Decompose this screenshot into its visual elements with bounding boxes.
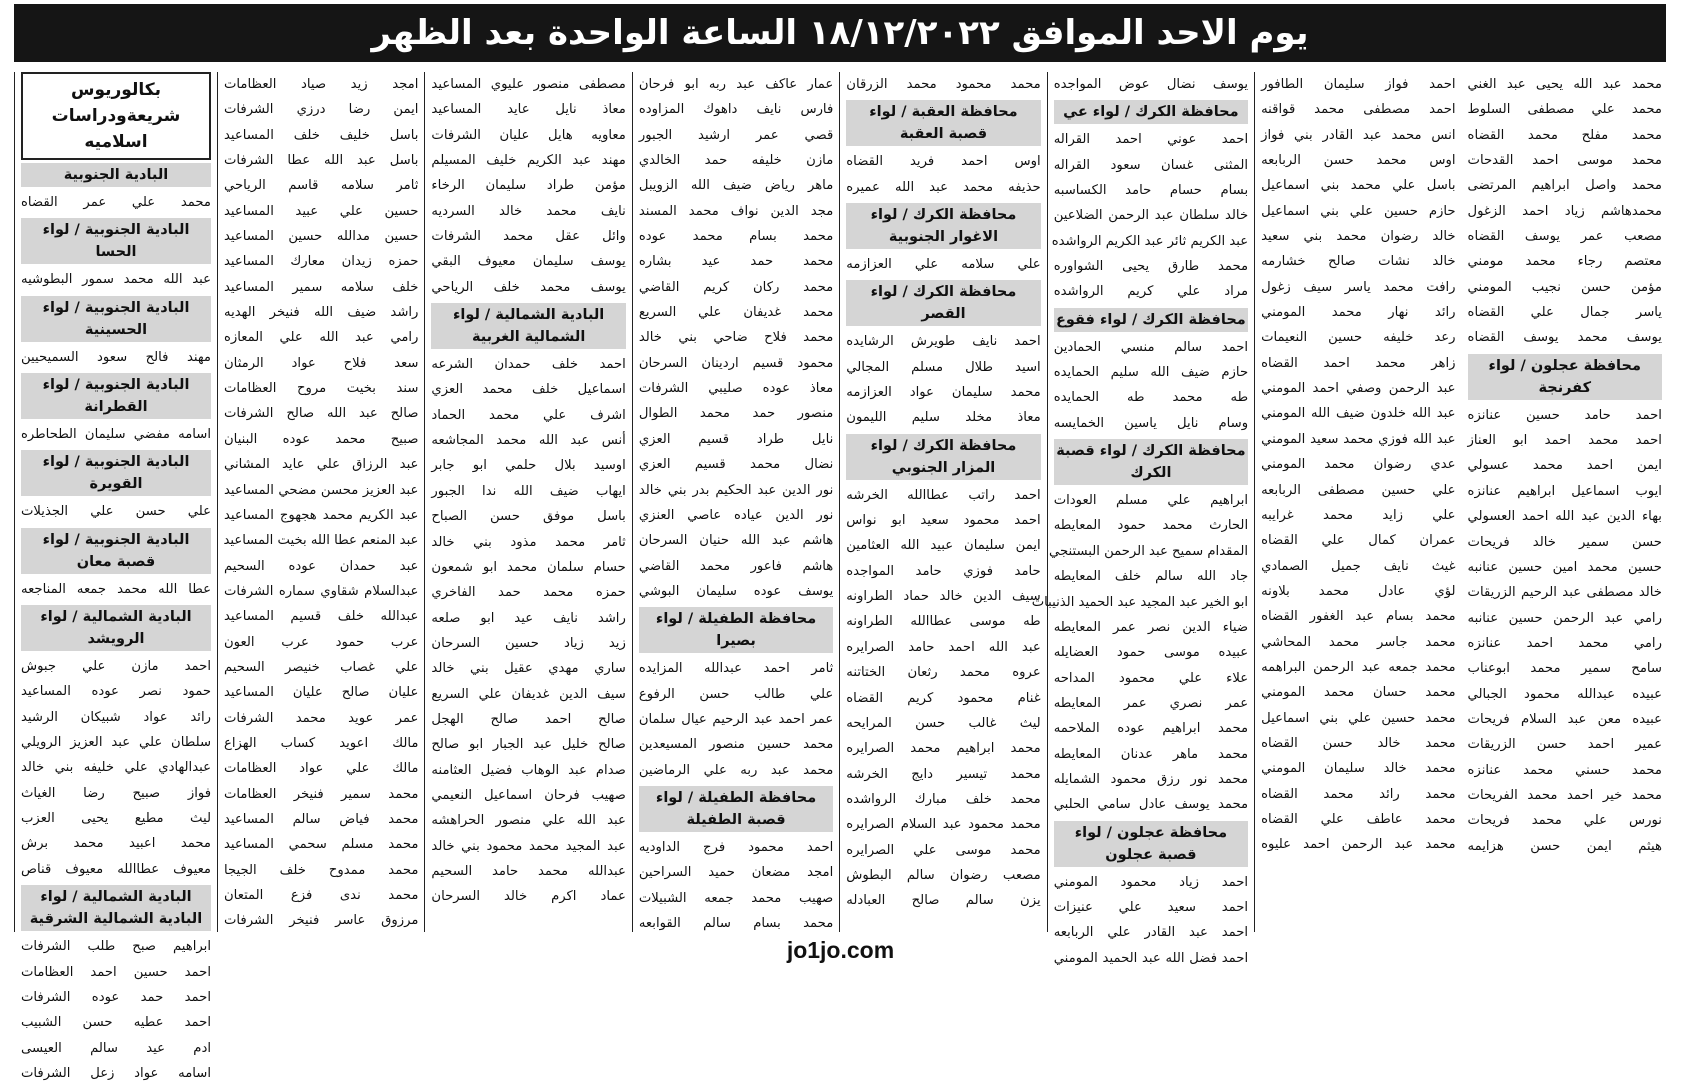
candidate-name: باسل علي محمد بني اسماعيل (1261, 178, 1456, 194)
candidate-name: عبد العزيز محسن مضحي المساعيد (224, 482, 419, 498)
candidate-name: المثنى غسان سعود القراله (1053, 157, 1249, 173)
candidate-name: محمد عبد الله يحيى عبد الغني (1467, 77, 1662, 92)
candidate-name: محمد خالد سليمان المومني (1261, 761, 1456, 777)
candidate-name: ماهر رياض ضيف الله الزويبل (638, 178, 834, 194)
site-name: jo1jo.com (786, 937, 895, 963)
candidate-name: باسل خليف خلف المساعيد (224, 127, 419, 143)
candidate-name: يوسف عوده سليمان البوشي (638, 583, 834, 599)
candidate-name: محمد جمعه عبد الرحمن البراهمه (1261, 659, 1456, 675)
candidate-name: طه موسى عطاالله الطراونه (846, 614, 1041, 630)
candidate-name: حمزه زيدان معارك المساعيد (224, 254, 419, 270)
region-heading: البادية الجنوبية / لواء قصبة معان (21, 528, 211, 574)
candidate-name: عبد الكريم ثائر عبد الكريم الرواشده (1051, 233, 1249, 249)
candidate-name: رائد نهار محمد المومني (1261, 305, 1456, 321)
candidate-name: عمر احمد عبد الرحيم عيال سلمان (638, 711, 834, 727)
candidate-name: أنس عبد الله محمد المجاشعه (431, 433, 626, 449)
candidate-name: محمد حمد عيد بشاره (638, 254, 834, 270)
region-heading: البادية الجنوبية / لواء القويرة (21, 450, 211, 496)
candidate-name: احمد فضل الله عبد الحميد المومني (1053, 950, 1249, 966)
region-heading: محافظة الكرك / لواء الاغوار الجنوبية (846, 203, 1040, 249)
candidate-name: محمد عاطف علي القضاه (1261, 811, 1456, 827)
candidate-name: مصعب عمر يوسف القضاه (1467, 229, 1662, 245)
candidate-name: غيث نايف جميل الصمادي (1261, 558, 1456, 574)
candidate-name: علي طالب حسن الرفوع (638, 686, 834, 702)
candidate-name: معيوف عطاالله معيوف قناص (21, 861, 211, 877)
candidate-name: محمد عبد الرحمن احمد عليوه (1261, 837, 1456, 853)
candidate-name: علي حسين مصطفى الربابعه (1261, 482, 1456, 498)
candidate-name: محمد فياض سالم المساعيد (224, 811, 419, 827)
region-heading: محافظة الكرك / لواء عي (1054, 100, 1248, 124)
candidate-name: محمد يوسف عادل سامي الحلبي (1053, 797, 1249, 813)
candidate-name: محمد عبد ربه علي الرماضين (638, 762, 834, 778)
candidate-name: ثامر احمد عبدالله المزايده (638, 661, 834, 677)
candidate-name: عمر نصري عمر المعايطه (1053, 695, 1249, 711)
candidate-name: حسام سلمان محمد ابو شمعون (431, 559, 626, 575)
candidate-name: عبد الله فوزي محمد سعيد المومني (1261, 431, 1456, 447)
candidate-name: محمد غديفان علي السريع (638, 305, 834, 321)
candidate-name: احمد عبد القادر علي الربابعه (1053, 925, 1249, 941)
candidate-name: مصعب رضوان سالم البطوش (846, 867, 1041, 883)
candidate-name: حسين مدالله حسين المساعيد (224, 229, 419, 245)
candidate-name: اوس محمد حسن الربابعه (1261, 153, 1456, 169)
candidate-name: نايل طراد قسيم العزي (638, 431, 834, 447)
candidate-name: انس محمد عبد القادر بني فواز (1261, 127, 1456, 143)
candidate-name: محمدهاشم زياد احمد الزغول (1467, 203, 1662, 219)
region-heading: محافظة العقبة / لواء قصبة العقبة (846, 100, 1040, 146)
candidate-name: محمد خير احمد محمد الفريحات (1467, 787, 1662, 803)
region-heading: البادية الجنوبية (21, 163, 211, 187)
candidate-name: مالك علي عواد العظامات (224, 761, 419, 777)
candidate-name: محمد مفلح محمد القضاه (1467, 127, 1662, 143)
candidate-name: ايوب اسماعيل ابراهيم عنانزه (1467, 483, 1662, 499)
candidate-name: حازم حسين علي بني اسماعيل (1261, 203, 1456, 219)
candidate-name: عبدالله محمد حامد السحيم (431, 863, 626, 879)
candidate-name: عماد اكرم خالد السرحان (431, 889, 626, 905)
candidate-name: يوسف سليمان معيوف البقي (431, 254, 626, 270)
candidate-name: محمد بسام سالم القوابعه (638, 915, 834, 931)
candidate-name: علاء علي محمود المداحه (1053, 670, 1249, 686)
candidate-name: سامح سمير محمد ابوعناب (1467, 661, 1662, 677)
candidate-name: مرزوق عاسر فنيخر الشرفات (224, 913, 419, 929)
column-2 (217, 72, 424, 932)
column-3 (424, 72, 631, 932)
region-heading: محافظة الطفيلة / لواء بصيرا (639, 607, 833, 653)
candidate-name: صالح عبد الله صالح الشرفات (224, 406, 419, 422)
candidate-name: محمد ركان كريم القاضي (638, 279, 834, 295)
candidate-name: مجد الدين نواف محمد المسند (638, 203, 834, 219)
candidate-name: ابراهيم علي مسلم العودات (1053, 493, 1249, 509)
candidate-name: عبيده موسى حمود العضايله (1053, 645, 1249, 661)
candidate-name: صالح خليل عبد الجبار ابو صالح (431, 737, 626, 753)
candidate-name: محمد موسى احمد القدحات (1467, 153, 1662, 169)
candidate-name: مهند فالح سعود السميحيين (21, 349, 211, 365)
region-heading: البادية الشمالية / لواء البادية الشمالية الشرقية (21, 885, 211, 931)
candidate-name: عرب حمود عرب العون (224, 634, 419, 650)
candidate-name: رائد عواد شبيكان الرشيد (21, 709, 211, 725)
candidate-name: اسامه مفضي سليمان الطحاطره (21, 427, 211, 443)
candidate-name: حامد فوزي حامد المواجده (846, 563, 1041, 579)
page-header (14, 4, 1666, 62)
candidate-name: احمد عطيه حسن الشبيب (21, 1015, 211, 1031)
candidate-name: احمد نايف طويرش الرشايده (846, 334, 1041, 350)
candidate-name: حذيفه محمد عبد الله عميره (846, 179, 1041, 195)
candidate-name: اوس احمد فريد القضاه (846, 154, 1041, 170)
candidate-name: مالك اعويد كساب الهزاع (224, 735, 419, 751)
candidate-name: سعد فلاح عواد الرمثان (224, 355, 419, 371)
candidate-name: رامي عبد الله علي المعازه (224, 330, 419, 346)
candidate-name: محمد بسام عبد الغفور القضاه (1261, 609, 1456, 625)
candidate-name: علي سلامه علي العزازمه (846, 257, 1041, 273)
candidate-name: اسماعيل خلف محمد العزي (431, 382, 626, 398)
column-7 (1254, 72, 1461, 932)
region-heading: محافظة الطفيلة / لواء قصبة الطفيلة (639, 786, 833, 832)
candidate-name: فارس نايف داهوك المزاوده (638, 102, 834, 118)
degree-title: بكالوريوس شريعةودراسات اسلاميه (21, 72, 211, 160)
candidate-name: احمد سعيد علي عنيزات (1053, 899, 1249, 915)
candidate-name: عدي رضوان محمد المومني (1261, 457, 1456, 473)
candidate-name: حازم ضيف الله سليم الحمايده (1053, 365, 1249, 381)
candidate-name: صالح احمد صالح الهجل (431, 711, 626, 727)
candidate-name: غنام محمود كريم القضاه (846, 690, 1041, 706)
candidate-name: وائل عقل محمد الشرفات (431, 229, 626, 245)
candidate-name: معتصم رجاء محمد مومني (1467, 254, 1662, 270)
column-6 (1031, 72, 1254, 966)
candidate-name: ثامر سلامه قاسم الرياحي (224, 178, 419, 194)
candidate-name: معاذ عوده صليبي الشرفات (638, 381, 834, 397)
candidate-name: احمد حسين احمد العظامات (21, 964, 211, 980)
candidate-name: زاهر محمد احمد القضاه (1261, 355, 1456, 371)
candidate-name: اشرف علي محمد الحماد (431, 407, 626, 423)
candidate-name: محمد تيسير دايج الخرشه (846, 766, 1041, 782)
candidate-name: علي غصاب خنيصر السحيم (224, 659, 419, 675)
candidate-name: محمد حسين منصور المسيعدين (638, 737, 834, 753)
candidate-name: باسل موفق حسن الصباح (431, 509, 626, 525)
candidate-name: ليث غالب حسن المرايحه (846, 715, 1041, 731)
region-heading: محافظة الكرك / لواء المزار الجنوبي (846, 434, 1040, 480)
candidate-name: محمد محمود عبد السلام الصرايره (846, 817, 1041, 833)
candidate-name: محمد ندى فزع المتعان (224, 888, 419, 903)
candidate-name: مراد علي كريم الرواشده (1053, 284, 1249, 300)
candidate-name: عبد الله علي منصور الحراهشه (431, 813, 626, 829)
candidate-name: محمد موسى علي الصرايره (846, 842, 1041, 858)
region-heading: محافظة الكرك / لواء القصر (846, 280, 1040, 326)
candidate-name: معاويه هايل عليان الشرفات (431, 127, 626, 143)
candidate-name: مازن خليفه حمد الخالدي (638, 153, 834, 169)
candidate-name: محمد طارق يحيى الشواوره (1053, 259, 1249, 275)
candidate-name: صبيح محمد عوده البنيان (224, 431, 419, 447)
candidate-name: مؤمن حسن نجيب المومني (1467, 279, 1662, 295)
region-heading: البادية الشمالية / لواء الرويشد (21, 605, 211, 651)
candidate-name: عبد الله محمد سمور البطوشيه (21, 272, 211, 288)
candidate-name: ضياء الدين نصر عمر المعايطه (1053, 619, 1249, 635)
candidate-name: ادم عيد سالم العيسى (21, 1040, 211, 1056)
candidate-name: نضال محمد قسيم العزي (638, 457, 834, 473)
region-heading: البادية الجنوبية / لواء الحسينية (21, 296, 211, 342)
candidate-name: معاذ مخلد سليم الليمون (846, 410, 1041, 426)
candidate-name: محمد سمير فنيخر العظامات (224, 786, 419, 802)
candidate-name: مؤمن طراد سليمان الرخاء (431, 178, 626, 194)
candidate-name: رافت محمد ياسر سيف زغول (1261, 279, 1456, 295)
candidate-name: ايمن سليمان عبيد الله العثامين (846, 538, 1041, 554)
candidate-name: يوسف نضال عوض المواجده (1053, 77, 1249, 92)
candidate-name: ايمن رضا درزي الشرفات (224, 102, 419, 118)
candidate-name: عبد الله خلدون ضيف الله المومني (1261, 406, 1456, 422)
candidate-name: لؤي عادل محمد بلاونه (1261, 583, 1456, 599)
candidate-name: راشد نايف عيد ابو صلعه (431, 610, 626, 626)
candidate-name: رعد خليفه حسين النعيمات (1261, 330, 1456, 346)
candidate-name: مصطفى منصور عليوي المساعيد (431, 77, 626, 92)
candidate-name: هيثم ايمن حسن هزايمه (1467, 838, 1662, 854)
candidate-name: صدام عبد الوهاب فضيل العثامنه (431, 762, 626, 778)
candidate-name: عبد المنعم عطا الله بخيت المساعيد (223, 533, 419, 549)
candidate-name: محمد خالد حسن القضاه (1261, 735, 1456, 751)
candidate-name: عبد الكريم محمد هجهوج المساعيد (224, 507, 419, 523)
candidate-name: رامي محمد احمد عنانزه (1467, 635, 1662, 651)
candidate-name: محمد نور رزق محمود الشمايله (1053, 771, 1249, 787)
candidate-name: حسن سمير خالد فريحات (1467, 534, 1662, 550)
candidate-name: علي زايد محمد غرايبه (1261, 507, 1456, 523)
candidate-name: احمد فواز سليمان الطافور (1261, 77, 1456, 92)
candidate-name: خالد سلطان عبد الرحمن الضلاعين (1053, 208, 1249, 224)
candidate-name: جاد الله سالم خلف المعايطه (1053, 569, 1249, 585)
candidate-name: محمد فلاح ضاحي بني خالد (638, 330, 834, 346)
column-4 (632, 72, 839, 932)
candidate-name: ساري مهدي عقيل بني خالد (431, 661, 626, 677)
candidate-name: معاذ نايل عايد المساعيد (431, 102, 626, 118)
candidate-name: زيد زياد حسين السرحان (431, 635, 626, 651)
candidate-name: عبد الرحمن وصفي احمد المومني (1261, 381, 1456, 397)
candidate-name: فواز صبيح رضا الغياث (21, 785, 211, 801)
candidate-name: محمد محمود محمد الزرقان (846, 77, 1041, 92)
region-heading: محافظة الكرك / لواء فقوع (1054, 308, 1248, 332)
candidate-name: محمد حسني محمد عنانزه (1467, 762, 1662, 778)
candidate-name: احمد مصطفى محمد قواقنه (1261, 102, 1456, 118)
candidate-name: عبدالسلام شقاوي سماره الشرفات (224, 583, 419, 599)
candidate-name: محمد حسان محمد المومني (1261, 685, 1456, 701)
candidate-name: اوسيد بلال حلمي ابو جابر (431, 458, 626, 474)
candidate-name: محمد اعبيد محمد برش (21, 836, 211, 852)
candidate-name: طه محمد طه الحمايده (1053, 390, 1249, 406)
candidate-name: صهيب فرحان اسماعيل النعيمي (431, 787, 626, 803)
candidate-name: عبد المجيد محمد محمود بني خالد (431, 838, 626, 854)
candidate-name: عبيده عبدالله محمود الجبالي (1467, 686, 1662, 702)
candidate-name: صهيب محمد جمعه الشبيلات (638, 890, 834, 906)
candidate-name: احمد محمود سعيد ابو نواس (846, 513, 1041, 529)
candidate-name: عليان صالح عليان المساعيد (224, 685, 419, 701)
candidate-name: احمد حمد عوده الشرفات (21, 989, 211, 1005)
candidate-name: احمد راتب عطاالله الخرشه (846, 487, 1041, 503)
region-heading: البادية الجنوبية / لواء الحسا (21, 218, 211, 264)
candidate-name: احمد عوني احمد القراله (1053, 132, 1249, 148)
candidate-name: حمود نصر عوده المساعيد (21, 684, 211, 700)
candidate-name: عطا الله محمد جمعه المناجعه (21, 581, 211, 597)
candidate-name: حمزه محمد حمد الفاخري (431, 585, 626, 601)
candidate-name: ابو الخير عبد المجيد عبد الحميد الذنيبات (1031, 594, 1249, 610)
candidate-name: اسامه عواد زعل الشرفات (21, 1065, 211, 1081)
candidate-name: محمد ابراهيم عوده الملاحمه (1053, 721, 1249, 737)
candidate-name: خلف سلامه سمير المساعيد (224, 279, 419, 295)
header-title: يوم الاحد الموافق ١٨/١٢/٢٠٢٢ الساعة الواحدة بعد الظهر (371, 13, 1309, 53)
candidate-name: رامي عبد الرحمن حسين عنانبه (1467, 610, 1662, 626)
region-heading: محافظة الكرك / لواء قصبة الكرك (1054, 439, 1248, 485)
candidate-name: راشد ضيف الله فنيخر الهديه (224, 305, 419, 321)
candidate-name: محمد جاسر محمد المحاشي (1261, 634, 1456, 650)
candidate-name: محمد واصل ابراهيم المرتضى (1467, 178, 1662, 194)
candidate-name: عبد حمدان عوده السحيم (224, 558, 419, 574)
candidate-name: خالد رضوان محمد بني سعيد (1261, 229, 1456, 245)
candidate-name: محمود قسيم اردينان السرحان (638, 355, 834, 371)
column-8 (1462, 72, 1668, 932)
candidate-name: محمد رائد محمد القضاه (1261, 786, 1456, 802)
candidate-name: عبيده معن عبد السلام فريحات (1467, 711, 1662, 727)
candidate-name: احمد مازن علي جبوش (21, 659, 211, 675)
candidate-name: وسام نايل ياسين الخمايسه (1053, 415, 1249, 431)
candidate-name: عبد الرزاق علي عايد المشاني (224, 457, 419, 473)
candidate-name: ايهاب ضيف الله ندا الجبور (431, 483, 626, 499)
candidate-name: ايمن احمد محمد عسولي (1467, 458, 1662, 474)
candidate-name: امجد زيد صياد العظامات (224, 77, 419, 92)
column-5 (839, 72, 1046, 932)
region-heading: محافظة عجلون / لواء كفرنجة (1468, 354, 1662, 400)
candidate-name: عبدالله خلف قسيم المساعيد (224, 609, 419, 625)
candidate-name: عمران كمال علي القضاه (1261, 533, 1456, 549)
candidate-name: حسين محمد امين حسين عنانبه (1467, 559, 1662, 575)
candidate-name: عبدالهادي علي خليفه بني خالد (21, 760, 211, 776)
candidate-name: علي حسن علي الجذيلات (21, 504, 211, 520)
candidate-name: هاشم عبد الله حنيان السرحان (638, 533, 834, 549)
candidate-name: ابراهيم صبح طلب الشرفات (21, 939, 211, 955)
candidate-name: ليث مطيع يحيى العزب (21, 811, 211, 827)
candidate-name: محمد مسلم سحمي المساعيد (224, 837, 419, 853)
candidate-name: احمد سالم منسي الحمادين (1053, 339, 1249, 355)
candidate-name: قصي عمر ارشيد الجبور (638, 127, 834, 143)
candidate-name: امجد مضعان حميد السراحين (638, 865, 834, 881)
candidate-name: سيف الدين خالد حماد الطراونه (846, 589, 1041, 605)
candidate-name: محمد ماهر عدنان المعايطه (1053, 746, 1249, 762)
candidate-name: بسام حسام حامد الكساسبه (1053, 183, 1249, 199)
candidate-name: خالد مصطفى عبد الرحيم الزريقات (1467, 585, 1662, 601)
candidate-name: عمر عويد محمد الشرفات (224, 710, 419, 726)
candidate-name: محمد حسين علي بني اسماعيل (1261, 710, 1456, 726)
candidate-name: عروه محمد رثعان الختاتنه (846, 665, 1041, 681)
candidate-name: احمد محمد احمد ابو العناز (1467, 433, 1662, 449)
site-watermark[interactable] (0, 937, 1681, 967)
candidate-name: احمد زياد محمود المومني (1053, 874, 1249, 890)
column-1 (14, 72, 217, 1081)
candidate-name: مهند عبد الكريم خليف المسيلم (431, 153, 626, 169)
candidate-name: محمد بسام محمد عوده (638, 229, 834, 245)
candidate-name: محمد ممدوح خلف الجيجا (224, 862, 419, 878)
candidate-name: نور الدين عبد الحكيم بدر بني خالد (638, 482, 834, 498)
candidate-name: يوسف محمد يوسف القضاه (1467, 330, 1662, 346)
candidate-name: المقدام سميح عبد الرحمن البستنجي (1049, 543, 1249, 559)
candidate-name: نور الدين عياده عاصي العنزي (638, 507, 834, 523)
candidate-name: عبد الله احمد حامد الصرايره (846, 639, 1041, 655)
candidate-name: عمار عاكف عبد ربه ابو فرحان (638, 77, 834, 92)
candidate-name: هاشم فاعور محمد القاضي (638, 558, 834, 574)
candidate-name: احمد خلف حمدان الشرعه (431, 357, 626, 373)
candidate-name: نايف محمد خالد السرديه (431, 203, 626, 219)
candidate-name: يزن سالم صالح العبادله (846, 893, 1041, 909)
candidate-name: ياسر جمال علي القضاه (1467, 305, 1662, 321)
candidate-name: محمد خلف مبارك الرواشده (846, 791, 1041, 807)
candidate-name: باسل عبد الله عطا الشرفات (224, 153, 419, 169)
candidate-name: نورس علي محمد فريحات (1467, 813, 1662, 829)
candidate-name: خالد نشات صالح خشارمه (1261, 254, 1456, 270)
candidate-name: يوسف محمد خلف الرياحي (431, 279, 626, 295)
candidate-name: الحارث محمد حمود المعايطه (1053, 518, 1249, 534)
candidate-name: اسيد طلال مسلم المجالي (846, 359, 1041, 375)
candidate-name: منصور حمد محمد الطوال (638, 406, 834, 422)
region-heading: محافظة عجلون / لواء قصبة عجلون (1054, 821, 1248, 867)
candidate-name: احمد محمود فرج الداوديه (638, 839, 834, 855)
region-heading: البادية الشمالية / لواء الشمالية الغربية (431, 303, 625, 349)
candidate-name: محمد علي عمر القضاه (21, 195, 211, 210)
candidate-name: بهاء الدين عبد الله احمد العسولي (1467, 509, 1662, 525)
candidate-name: سيف الدين غديفان علي السريع (431, 686, 626, 702)
candidate-name: محمد سليمان عواد العزازمه (846, 385, 1041, 401)
candidate-name: عمير احمد حسن الزريقات (1467, 737, 1662, 753)
candidate-name: ثامر محمد مذود بني خالد (431, 534, 626, 550)
region-heading: البادية الجنوبية / لواء القطرانة (21, 373, 211, 419)
candidate-name: محمد ابراهيم محمد الصرايره (846, 741, 1041, 757)
candidate-name: سلطان علي عبد العزيز الرويلي (21, 735, 211, 751)
candidate-name: سند بخيت مروح العظامات (224, 381, 419, 397)
candidate-name: محمد علي مصطفى السلوط (1467, 102, 1662, 118)
candidate-name: احمد حامد حسين عنانزه (1467, 407, 1662, 423)
candidate-name: حسين علي عبيد المساعيد (224, 203, 419, 219)
